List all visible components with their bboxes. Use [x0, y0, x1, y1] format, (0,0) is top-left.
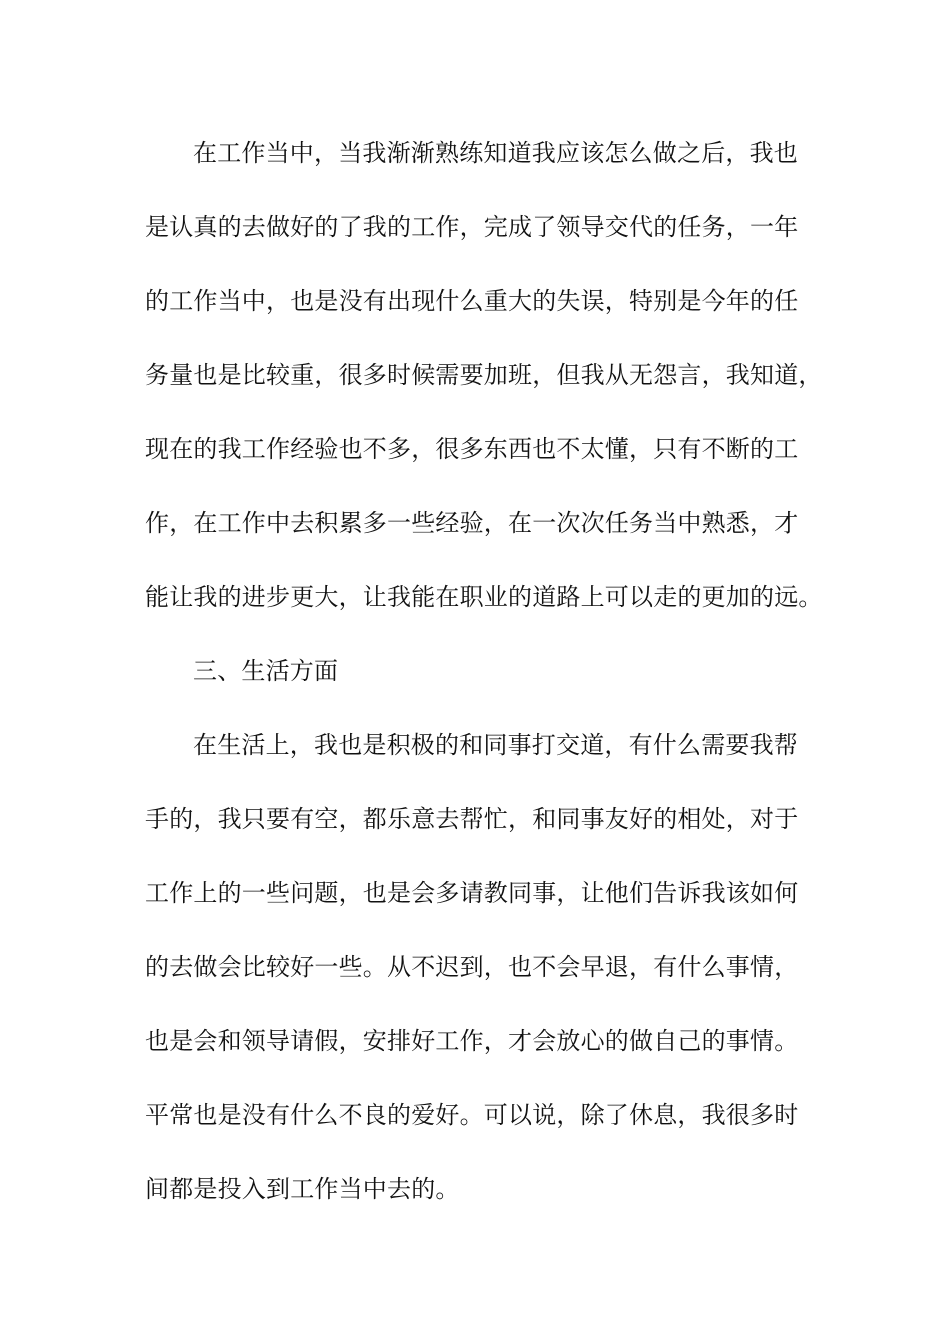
paragraph-line: 务量也是比较重，很多时候需要加班，但我从无怨言，我知道， — [145, 361, 823, 389]
paragraph-line: 工作上的一些问题，也是会多请教同事，让他们告诉我该如何 — [145, 879, 799, 907]
paragraph-line: 现在的我工作经验也不多，很多东西也不太懂，只有不断的工 — [145, 435, 799, 463]
paragraph-line: 间都是投入到工作当中去的。 — [145, 1175, 460, 1203]
paragraph-line: 能让我的进步更大，让我能在职业的道路上可以走的更加的远。 — [145, 583, 823, 611]
paragraph-line: 的去做会比较好一些。从不迟到，也不会早退，有什么事情， — [145, 953, 799, 981]
paragraph-line: 的工作当中，也是没有出现什么重大的失误，特别是今年的任 — [145, 287, 799, 315]
paragraph-line: 也是会和领导请假，安排好工作，才会放心的做自己的事情。 — [145, 1027, 799, 1055]
paragraph-line: 平常也是没有什么不良的爱好。可以说，除了休息，我很多时 — [145, 1101, 799, 1129]
paragraph-line: 手的，我只要有空，都乐意去帮忙，和同事友好的相处，对于 — [145, 805, 799, 833]
paragraph-line: 在工作当中，当我渐渐熟练知道我应该怎么做之后，我也 — [193, 139, 798, 167]
section-heading: 三、生活方面 — [193, 657, 339, 685]
paragraph-line: 是认真的去做好的了我的工作，完成了领导交代的任务，一年 — [145, 213, 799, 241]
document-body — [145, 127, 825, 1237]
paragraph-line: 在生活上，我也是积极的和同事打交道，有什么需要我帮 — [193, 731, 798, 759]
paragraph-line: 作，在工作中去积累多一些经验，在一次次任务当中熟悉，才 — [145, 509, 799, 537]
